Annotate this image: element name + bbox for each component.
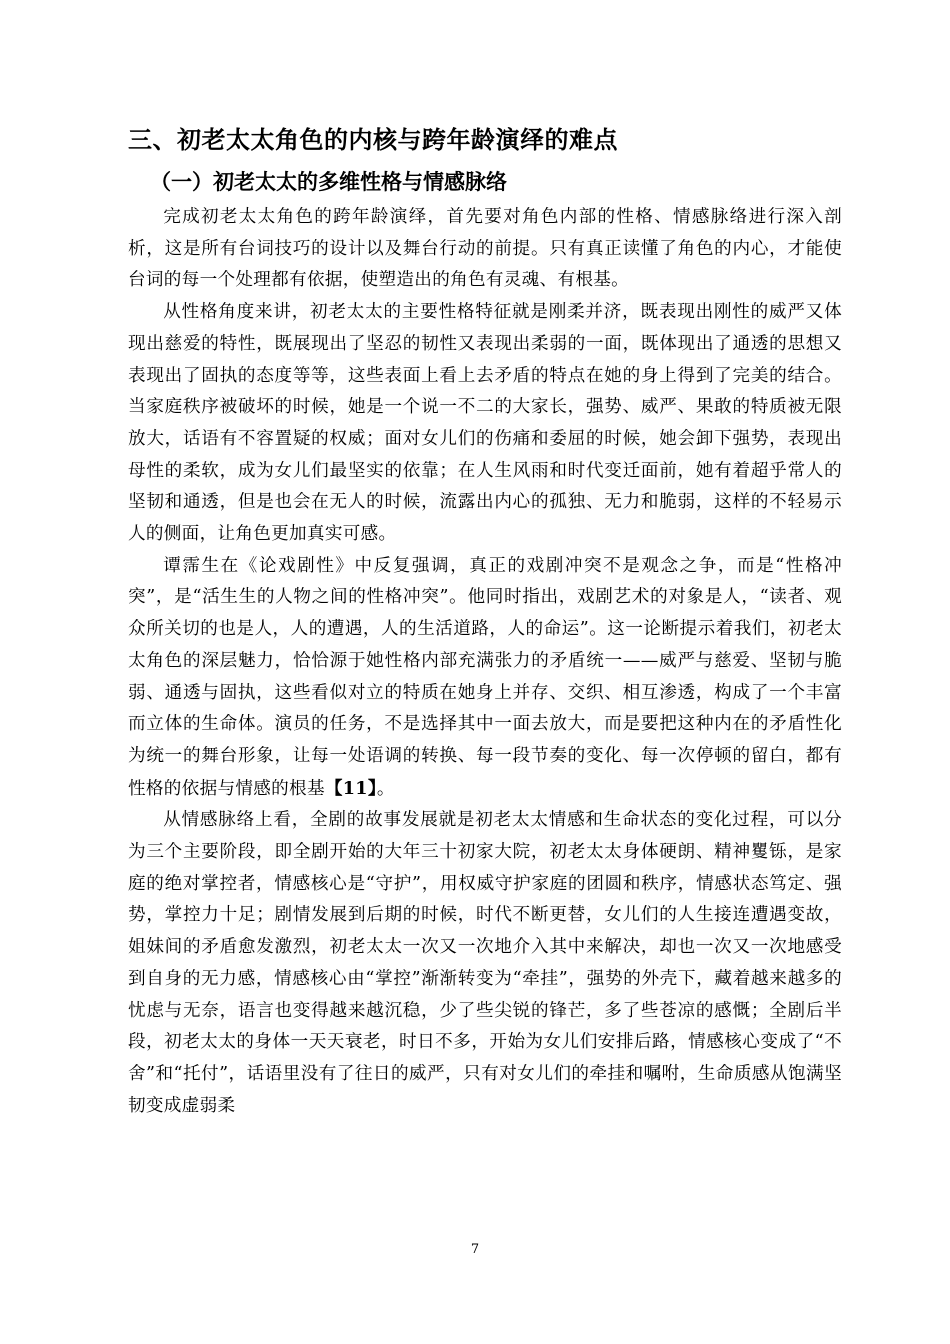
paragraph-1: 完成初老太太角色的跨年龄演绎，首先要对角色内部的性格、情感脉络进行深入剖析，这是所有台词技巧的设计以及舞台行动的前提。只有真正读懂了角色的内心，才能使台词的每一个处理都有依据，使塑造出的角色有灵魂、有根基。 bbox=[128, 207, 842, 291]
paragraph-3-end: 。 bbox=[376, 778, 395, 799]
paragraph-3-text: 谭霈生在《论戏剧性》中反复强调，真正的戏剧冲突不是观念之争，而是“性格冲突”，是“活生生的人物之间的性格冲突”。他同时指出，戏剧艺术的对象是人，“读者、观众所关切的也是人，人的遭遇，人的生活道路，人的命运”。这一论断提示着我们，初老太太角色的深层魅力，恰恰源于她性格内部充满张力的矛盾统一——威严与慈爱、坚韧与脆弱、通透与固执，这些看似对立的特质在她身上并存、交织、相互渗透，构成了一个丰富而立体的生命体。演员的任务，不是选择其中一面去放大，而是要把这种内在的矛盾性化为统一的舞台形象，让每一处语调的转换、每一段节奏的变化、每一次停顿的留白，都有性格的依据与情感的根基 bbox=[128, 555, 842, 799]
page-number: 7 bbox=[470, 1242, 480, 1257]
citation-reference: 【11】 bbox=[324, 777, 377, 799]
subsection-heading: （一）初老太太的多维性格与情感脉络 bbox=[150, 170, 507, 194]
section-heading: 三、初老太太角色的内核与跨年龄演绎的难点 bbox=[128, 126, 618, 154]
page-content bbox=[128, 118, 842, 1122]
paragraph-3 bbox=[128, 551, 842, 806]
paragraph-2: 从性格角度来讲，初老太太的主要性格特征就是刚柔并济，既表现出刚性的威严又体现出慈爱的特性，既展现出了坚忍的韧性又表现出柔弱的一面，既体现出了通透的思想又表现出了固执的态度等等，这些表面上看上去矛盾的特点在她的身上得到了完美的结合。当家庭秩序被破坏的时候，她是一个说一不二的大家长，强势、威严、果敢的特质被无限放大，话语有不容置疑的权威；面对女儿们的伤痛和委屈的时候，她会卸下强势，表现出母性的柔软，成为女儿们最坚实的依靠；在人生风雨和时代变迁面前，她有着超乎常人的坚韧和通透，但是也会在无人的时候，流露出内心的孤独、无力和脆弱，这样的不轻易示人的侧面，让角色更加真实可感。 bbox=[128, 302, 842, 545]
paragraph-4: 从情感脉络上看，全剧的故事发展就是初老太太情感和生命状态的变化过程，可以分为三个主要阶段，即全剧开始的大年三十初家大院，初老太太身体硬朗、精神矍铄，是家庭的绝对掌控者，情感核心是“守护”，用权威守护家庭的团圆和秩序，情感状态笃定、强势，掌控力十足；剧情发展到后期的时候，时代不断更替，女儿们的人生接连遭遇变故，姐妹间的矛盾愈发激烈，初老太太一次又一次地介入其中来解决，却也一次又一次地感受到自身的无力感，情感核心由“掌控”渐渐转变为“牵挂”，强势的外壳下，藏着越来越多的忧虑与无奈，语言也变得越来越沉稳，少了些尖锐的锋芒，多了些苍凉的感慨；全剧后半段，初老太太的身体一天天衰老，时日不多，开始为女儿们安排后路，情感核心变成了“不舍”和“托付”，话语里没有了往日的威严，只有对女儿们的牵挂和嘱咐，生命质感从饱满坚韧变成虚弱柔 bbox=[128, 810, 842, 1116]
